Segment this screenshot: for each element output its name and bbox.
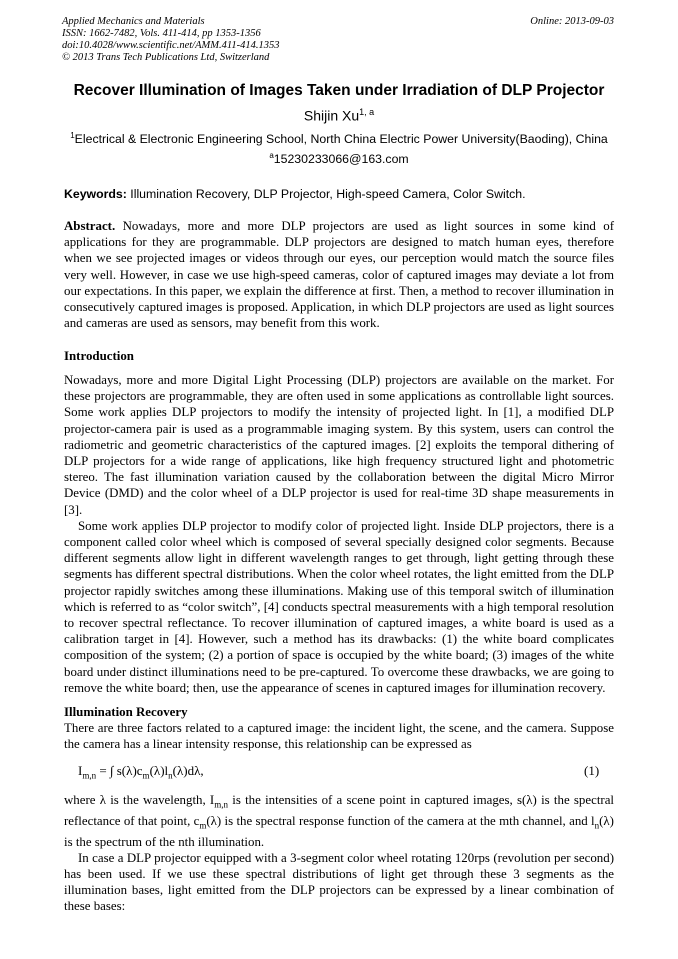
eq-rhs-a: = ∫ s(λ)c (96, 763, 143, 778)
affiliation-text: Electrical & Electronic Engineering School, North China Electric Power University(Baoding), China (74, 132, 608, 147)
equation-1 (78, 763, 204, 781)
journal-name: Applied Mechanics and Materials (62, 16, 205, 27)
recovery-paragraph-3: In case a DLP projector equipped with a 3-segment color wheel rotating 120rps (revolution per second) has been used. If we use these spectral distributions of light get through these 3 segments as the illumination bases, light emitted from the DLP projectors can be expressed by a linear combination of these bases: (64, 850, 614, 914)
abstract (64, 218, 614, 331)
eq-rhs-b: (λ)l (149, 763, 169, 778)
recovery-paragraph-1: There are three factors related to a captured image: the incident light, the scene, and the camera. Suppose the camera has a linear intensity response, this relationship can be expressed as (64, 721, 614, 752)
copyright: © 2013 Trans Tech Publications Ltd, Switzerland (62, 52, 270, 63)
p2-a: where λ is the wavelength, I (64, 793, 215, 807)
p2-sub2: m (199, 820, 207, 831)
affiliation-sup: 1 (70, 131, 75, 140)
p2-b: is the intensities of a scene point in captured images, s(λ) is the spectral reflectance of that point, c (64, 793, 614, 828)
eq-lhs-sub: m,n (82, 770, 97, 781)
equation-number: (1) (584, 763, 600, 778)
p2-c: (λ) is the spectral response function of the camera at the mth channel, and l (206, 813, 595, 828)
abstract-label: Abstract. (64, 219, 116, 233)
intro-paragraph-2: Some work applies DLP projector to modify color of projected light. Inside DLP projectors, there is a component called color wheel which is composed of several specially designed color segments. Because different segments allow light in different wavelength ranges to get through, light getting through these segments has different spectral distributions. When the color wheel rotates, the light emitted from the DLP projector rapidly switches among these illuminations. Making use of this temporal switch of illumination which is referred to as “color switch”, [4] conducts spectral measurements with a high temporal resolution to recover spectral reflectance. To recover illumination of captured images, a white board is used as a calibration target in [4]. However, such a method has its drawbacks: (1) the white board complicates composition of the system; (2) a portion of space is occupied by the white board; (3) images of the white board under distinct illuminations need to be pre-captured. To overcome these drawbacks, we are going to remove the white board; then, use the appearance of scenes in captured images for illumination recovery. (64, 518, 614, 695)
email (0, 151, 678, 166)
recovery-body (64, 720, 614, 752)
eq-sub-m: m (142, 770, 150, 781)
paper-title: Recover Illumination of Images Taken under Irradiation of DLP Projector (73, 82, 605, 99)
doi-link[interactable]: doi:10.4028/www.scientific.net/AMM.411-414.1353 (62, 40, 280, 51)
email-address[interactable]: 15230233066@163.com (273, 152, 409, 167)
p2-d: (λ) is the spectrum of the nth illumination. (64, 813, 614, 849)
eq-sub-n: n (168, 770, 173, 781)
eq-lhs: I (78, 763, 83, 778)
intro-paragraph-1: Nowadays, more and more Digital Light Processing (DLP) projectors are available on the market. For these projectors are programmable, they are often used in some applications as controllable light sources. Some work applies DLP projectors to modify the intensity of projected light. In [1], a modified DLP projector-camera pair is used as a programmable imaging system. By this system, users can control the radiometric and geometric characteristics of the captured images. [2] exploits the temporal dithering of DLP projectors for a wide range of applications, like high frequency structured light and photometric stereo. The fast illumination variation caused by the collaboration between the digital Micro Mirror Device (DMD) and the color wheel of a DLP projector is used for real-time 3D shape measurements in [3]. (64, 373, 614, 517)
illumination-recovery-heading: Illumination Recovery (64, 705, 188, 719)
keywords-text: Illumination Recovery, DLP Projector, High-speed Camera, Color Switch. (130, 187, 526, 201)
author-sup: 1, a (359, 107, 375, 117)
issn: ISSN: 1662-7482, Vols. 411-414, pp 1353-1356 (62, 28, 261, 39)
abstract-text: Nowadays, more and more DLP projectors are used as light sources in some kind of applications for they are programmable. DLP projectors are designed to match human eyes, therefore when we see projected images or videos through our eyes, our perception would match the source files very well. However, in case we use high-speed cameras, color of captured images may deviate a lot from our expectations. In this paper, we explain the difference at first. Then, a method to recover illumination in consecutively captured images is proposed. Application, in which DLP projectors are used as light sources and cameras are used as sensors, may benefit from this work. (64, 219, 614, 331)
keywords-label: Keywords: (64, 187, 127, 201)
recovery-paragraph-2 (64, 792, 614, 850)
affiliation (0, 131, 678, 146)
keywords (64, 187, 616, 201)
p2-sub1: m,n (214, 799, 228, 810)
introduction-heading: Introduction (64, 349, 134, 363)
journal-header (62, 16, 279, 64)
recovery-body-continued (64, 792, 614, 915)
author (0, 107, 678, 124)
author-name: Shijin Xu (303, 107, 360, 124)
p2-sub3: n (594, 820, 600, 831)
introduction-body (64, 372, 614, 696)
email-sup: a (269, 151, 274, 160)
online-date: Online: 2013-09-03 (530, 16, 614, 27)
eq-rhs-c: (λ)dλ, (172, 763, 204, 778)
